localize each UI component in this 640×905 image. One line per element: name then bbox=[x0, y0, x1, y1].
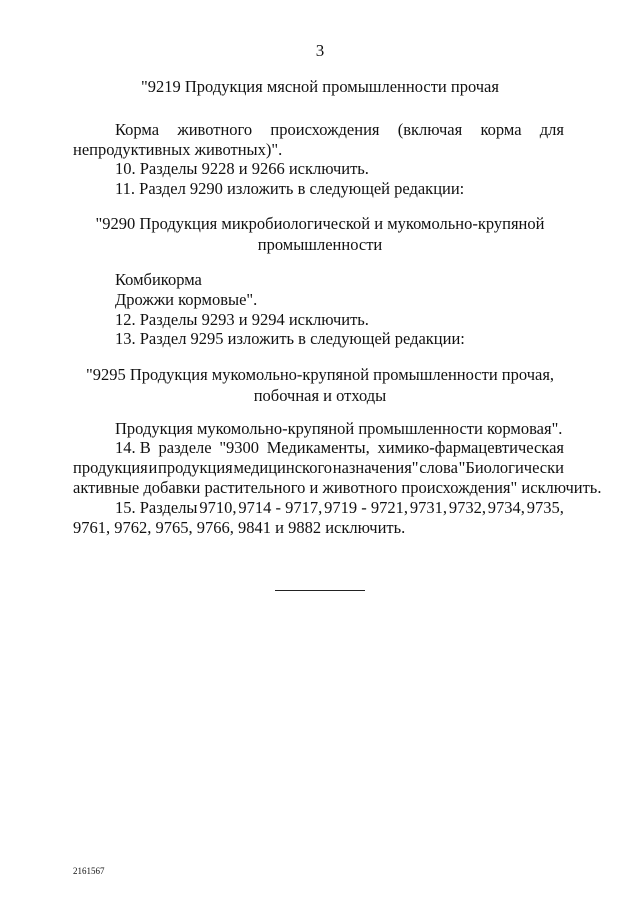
document-id: 2161567 bbox=[73, 866, 105, 876]
word: "9300 bbox=[219, 438, 260, 457]
word: 9710, bbox=[199, 498, 237, 517]
word: продукция bbox=[73, 458, 148, 477]
word: 9719 - 9721, bbox=[324, 498, 408, 517]
word: 15. Разделы bbox=[115, 498, 198, 517]
item-14-line-3: активные добавки растительного и животного происхождения" исключить. bbox=[73, 478, 602, 497]
item-12: 12. Разделы 9293 и 9294 исключить. bbox=[115, 310, 369, 329]
item-14-line-2 bbox=[73, 457, 564, 478]
word: 9714 - 9717, bbox=[238, 498, 323, 517]
section-heading-9290 bbox=[70, 213, 570, 255]
item-15-line-2: 9761, 9762, 9765, 9766, 9841 и 9882 исключить. bbox=[73, 518, 406, 537]
word: продукция bbox=[157, 458, 233, 477]
word: 9735, bbox=[526, 498, 564, 517]
item-14-line-1 bbox=[115, 437, 564, 458]
item-15-line-1 bbox=[115, 497, 564, 518]
word: разделе bbox=[158, 438, 212, 457]
item-13: 13. Раздел 9295 изложить в следующей редакции: bbox=[115, 329, 465, 348]
word: слова bbox=[419, 458, 458, 477]
word: 9734, bbox=[487, 498, 525, 517]
heading-line: "9295 Продукция мукомольно-крупяной промышленности прочая, bbox=[85, 365, 555, 384]
list-item: Дрожжи кормовые". bbox=[115, 290, 258, 309]
word: происхождения bbox=[270, 120, 380, 139]
word: "Биологически bbox=[458, 458, 564, 477]
word: Медикаменты, bbox=[266, 438, 370, 457]
word: 9731, bbox=[409, 498, 447, 517]
word: назначения" bbox=[332, 458, 419, 477]
korma-line bbox=[115, 119, 564, 140]
word: Корма bbox=[115, 120, 160, 139]
heading-line: промышленности bbox=[257, 235, 383, 254]
list-item: Комбикорма bbox=[115, 270, 202, 289]
word: медицинского bbox=[233, 458, 333, 477]
korma-line-continuation: непродуктивных животных)". bbox=[73, 140, 283, 159]
word: животного bbox=[177, 120, 253, 139]
heading-line: "9290 Продукция микробиологической и мукомольно-крупяной bbox=[95, 214, 545, 233]
word: 14. В bbox=[115, 438, 151, 457]
word: корма bbox=[480, 120, 522, 139]
section-heading-9295 bbox=[70, 364, 570, 406]
word: 9732, bbox=[448, 498, 486, 517]
list-item: Продукция мукомольно-крупяной промышленности кормовая". bbox=[115, 419, 563, 438]
page-number: 3 bbox=[315, 41, 325, 60]
section-heading-9219: "9219 Продукция мясной промышленности прочая bbox=[141, 77, 499, 96]
heading-line: побочная и отходы bbox=[253, 386, 387, 405]
item-11: 11. Раздел 9290 изложить в следующей редакции: bbox=[115, 179, 465, 198]
word: и bbox=[148, 458, 158, 477]
word: химико-фармацевтическая bbox=[377, 438, 564, 457]
item-10: 10. Разделы 9228 и 9266 исключить. bbox=[115, 159, 369, 178]
word: (включая bbox=[397, 120, 463, 139]
closing-divider bbox=[275, 590, 365, 591]
word: для bbox=[539, 120, 564, 139]
